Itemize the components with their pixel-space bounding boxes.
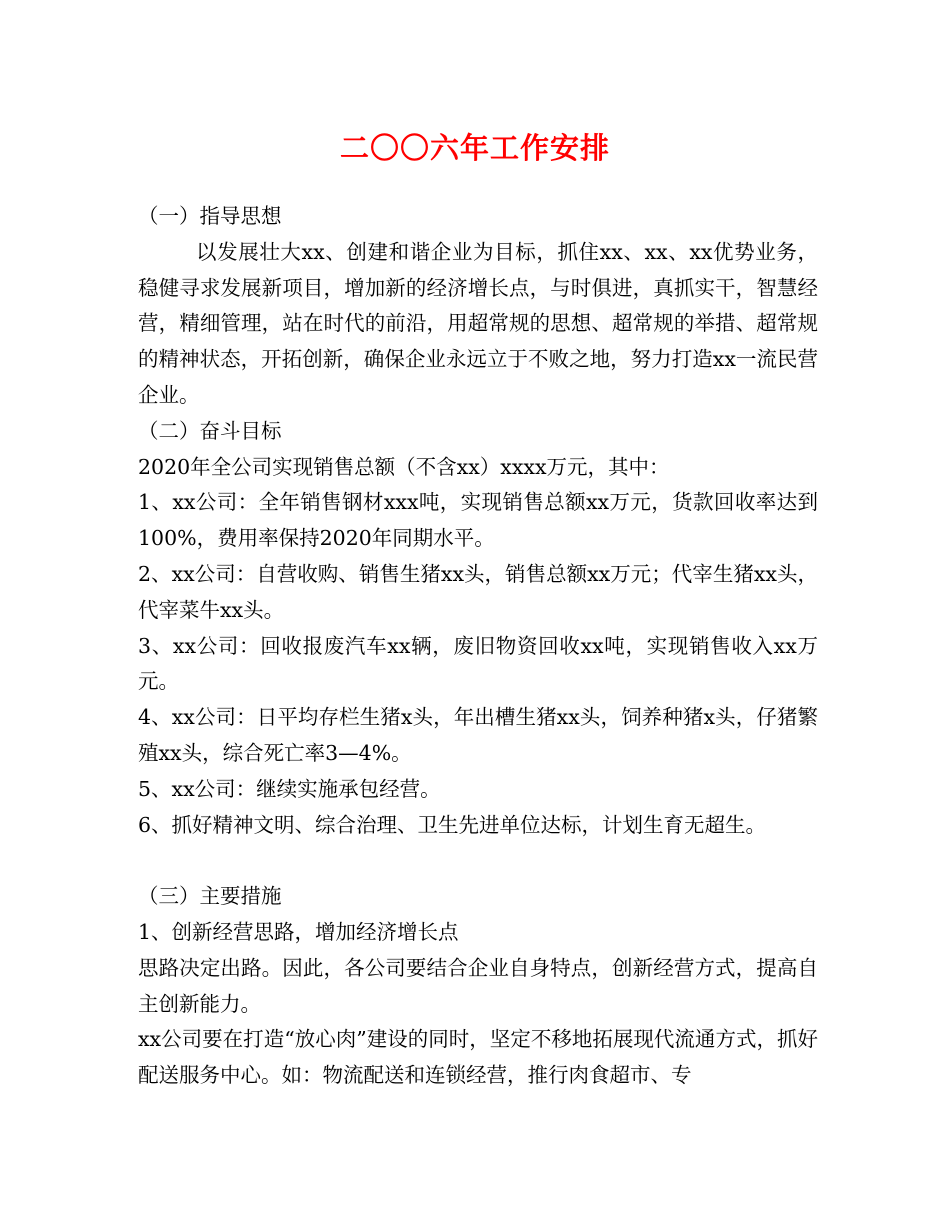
paragraph-measure-thinking: 思路决定出路。因此，各公司要结合企业自身特点，创新经营方式，提高自主创新能力。 [138,955,818,1016]
goal-item-3: 3、xx公司：回收报废汽车xx辆，废旧物资回收xx吨，实现销售收入xx万元。 [138,633,818,694]
goal-item-2: 2、xx公司：自营收购、销售生猪xx头，销售总额xx万元；代宰生猪xx头，代宰菜牛xx头。 [138,561,818,622]
section-heading-goals: （二）奋斗目标 [138,418,282,443]
goal-item-5: 5、xx公司：继续实施承包经营。 [138,776,441,801]
document-title: 二〇〇六年工作安排 [339,131,610,165]
section-heading-measures: （三）主要措施 [138,884,282,909]
paragraph-guiding-ideology: 以发展壮大xx、创建和谐企业为目标，抓住xx、xx、xx优势业务，稳健寻求发展新项目，增加新的经济增长点，与时俱进，真抓实干，智慧经营，精细管理，站在时代的前沿，用超常规的思想、超常规的举措、超常规的精神状态，开拓创新，确保企业永远立于不败之地，努力打造xx一流民营企业。 [138,239,818,407]
measure-item-1-heading: 1、创新经营思路，增加经济增长点 [138,919,459,944]
goal-item-1: 1、xx公司：全年销售钢材xxx吨，实现销售总额xx万元，货款回收率达到100%，费用率保持2020年同期水平。 [138,490,818,551]
document-body [138,199,818,1094]
blank-line [138,843,818,879]
goal-item-6: 6、抓好精神文明、综合治理、卫生先进单位达标，计划生育无超生。 [138,812,767,837]
section-heading-guiding-ideology: （一）指导思想 [138,204,282,228]
paragraph-measure-company: xx公司要在打造“放心肉”建设的同时，坚定不移地拓展现代流通方式，抓好配送服务中心。如：物流配送和连锁经营，推行肉食超市、专 [138,1027,818,1088]
goal-item-4: 4、xx公司：日平均存栏生猪x头，年出槽生猪xx头，饲养种猪x头，仔猪繁殖xx头，综合死亡率3—4%。 [138,705,818,765]
paragraph-sales-total: 2020年全公司实现销售总额（不含xx）xxxx万元，其中： [138,454,670,479]
